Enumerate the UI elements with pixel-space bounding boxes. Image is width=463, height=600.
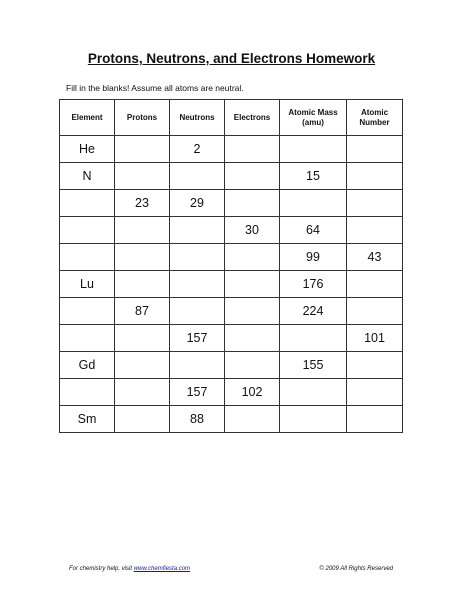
table-row	[60, 136, 403, 163]
header-protons: Protons	[115, 100, 170, 136]
table-row	[60, 298, 403, 325]
cell-element[interactable]	[60, 190, 115, 217]
cell-protons[interactable]	[115, 352, 170, 379]
header-atomic-mass: Atomic Mass (amu)	[280, 100, 347, 136]
cell-element[interactable]: Sm	[60, 406, 115, 433]
cell-element[interactable]: He	[60, 136, 115, 163]
cell-element[interactable]	[60, 325, 115, 352]
footer-copyright: © 2009 All Rights Reserved	[319, 566, 393, 572]
table-row	[60, 217, 403, 244]
cell-element[interactable]	[60, 244, 115, 271]
cell-atomic-number[interactable]	[347, 163, 403, 190]
cell-neutrons[interactable]: 29	[170, 190, 225, 217]
cell-electrons[interactable]	[225, 244, 280, 271]
table-row	[60, 244, 403, 271]
cell-atomic-number[interactable]	[347, 379, 403, 406]
header-atomic-number: Atomic Number	[347, 100, 403, 136]
instructions-text: Fill in the blanks! Assume all atoms are neutral.	[66, 83, 244, 93]
cell-atomic-number[interactable]	[347, 136, 403, 163]
cell-atomic-mass[interactable]	[280, 406, 347, 433]
cell-electrons[interactable]	[225, 298, 280, 325]
cell-protons[interactable]	[115, 217, 170, 244]
cell-neutrons[interactable]	[170, 298, 225, 325]
page-title: Protons, Neutrons, and Electrons Homework	[87, 51, 376, 66]
cell-element[interactable]: N	[60, 163, 115, 190]
cell-electrons[interactable]	[225, 406, 280, 433]
cell-atomic-number[interactable]	[347, 190, 403, 217]
cell-element[interactable]	[60, 379, 115, 406]
cell-neutrons[interactable]	[170, 217, 225, 244]
cell-protons[interactable]	[115, 325, 170, 352]
header-electrons: Electrons	[225, 100, 280, 136]
cell-atomic-number[interactable]	[347, 217, 403, 244]
cell-protons[interactable]: 87	[115, 298, 170, 325]
cell-atomic-mass[interactable]: 99	[280, 244, 347, 271]
cell-protons[interactable]	[115, 406, 170, 433]
cell-neutrons[interactable]	[170, 163, 225, 190]
header-row	[60, 100, 403, 136]
cell-electrons[interactable]	[225, 190, 280, 217]
cell-element[interactable]: Lu	[60, 271, 115, 298]
cell-atomic-mass[interactable]	[280, 136, 347, 163]
footer-help-link[interactable]: www.chemfiesta.com	[133, 566, 191, 572]
cell-atomic-number[interactable]	[347, 406, 403, 433]
cell-protons[interactable]	[115, 163, 170, 190]
table-row	[60, 406, 403, 433]
cell-atomic-number[interactable]	[347, 298, 403, 325]
cell-electrons[interactable]: 102	[225, 379, 280, 406]
cell-atomic-mass[interactable]	[280, 379, 347, 406]
cell-atomic-number[interactable]: 101	[347, 325, 403, 352]
cell-atomic-mass[interactable]: 155	[280, 352, 347, 379]
header-neutrons: Neutrons	[170, 100, 225, 136]
header-element: Element	[60, 100, 115, 136]
cell-atomic-mass[interactable]	[280, 325, 347, 352]
cell-protons[interactable]	[115, 271, 170, 298]
cell-atomic-mass[interactable]: 15	[280, 163, 347, 190]
table-row	[60, 163, 403, 190]
homework-table	[59, 99, 403, 433]
cell-atomic-number[interactable]	[347, 271, 403, 298]
cell-neutrons[interactable]	[170, 271, 225, 298]
cell-protons[interactable]	[115, 136, 170, 163]
cell-neutrons[interactable]: 157	[170, 325, 225, 352]
cell-atomic-number[interactable]: 43	[347, 244, 403, 271]
cell-element[interactable]	[60, 298, 115, 325]
cell-atomic-mass[interactable]: 224	[280, 298, 347, 325]
table-row	[60, 325, 403, 352]
cell-neutrons[interactable]: 157	[170, 379, 225, 406]
cell-neutrons[interactable]: 2	[170, 136, 225, 163]
footer-help	[69, 566, 190, 572]
cell-atomic-mass[interactable]: 176	[280, 271, 347, 298]
cell-element[interactable]: Gd	[60, 352, 115, 379]
cell-protons[interactable]	[115, 244, 170, 271]
cell-electrons[interactable]	[225, 271, 280, 298]
table-row	[60, 352, 403, 379]
cell-electrons[interactable]: 30	[225, 217, 280, 244]
cell-neutrons[interactable]: 88	[170, 406, 225, 433]
cell-atomic-number[interactable]	[347, 352, 403, 379]
cell-electrons[interactable]	[225, 352, 280, 379]
table-row	[60, 379, 403, 406]
footer-help-prefix: For chemistry help, visit	[69, 566, 134, 572]
cell-protons[interactable]: 23	[115, 190, 170, 217]
table-row	[60, 271, 403, 298]
table-row	[60, 190, 403, 217]
cell-neutrons[interactable]	[170, 352, 225, 379]
cell-electrons[interactable]	[225, 325, 280, 352]
cell-atomic-mass[interactable]: 64	[280, 217, 347, 244]
cell-atomic-mass[interactable]	[280, 190, 347, 217]
cell-neutrons[interactable]	[170, 244, 225, 271]
cell-electrons[interactable]	[225, 136, 280, 163]
cell-element[interactable]	[60, 217, 115, 244]
cell-electrons[interactable]	[225, 163, 280, 190]
cell-protons[interactable]	[115, 379, 170, 406]
